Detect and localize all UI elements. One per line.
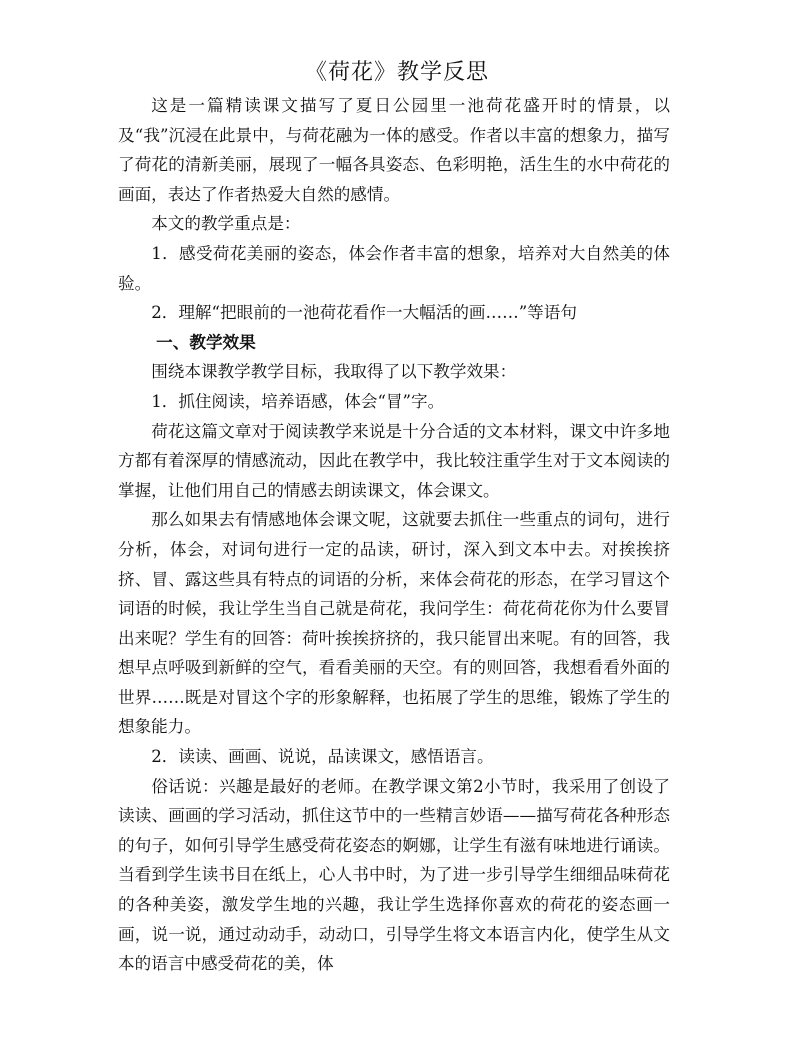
section-heading: 一、教学效果 — [156, 331, 256, 352]
paragraph: 1．感受荷花美丽的姿态，体会作者丰富的想象，培养对大自然美的体验。 — [118, 243, 670, 293]
paragraph: 荷花这篇文章对于阅读教学来说是十分合适的文本材料，课文中许多地方都有着深厚的情感流动，因此在教学中，我比较注重学生对于文本阅读的掌握，让他们用自己的情感去朗读课文，体会课文。 — [118, 421, 670, 500]
document-title: 《荷花》教学反思 — [304, 60, 489, 85]
paragraph: 这是一篇精读课文描写了夏日公园里一池荷花盛开时的情景，以及“我”沉浸在此景中，与荷花融为一体的感受。作者以丰富的想象力，描写了荷花的清新美丽，展现了一幅各具姿态、色彩明艳，活生生的水中荷花的画面，表达了作者热爱大自然的感情。 — [118, 96, 670, 204]
paragraph: 1．抓住阅读，培养语感，体会“冒”字。 — [151, 391, 445, 411]
paragraph: 俗话说：兴趣是最好的老师。在教学课文第2小节时，我采用了创设了读读、画画的学习活动，抓住这节中的一些精言妙语——描写荷花各种形态的句子，如何引导学生感受荷花姿态的婀娜，让学生有滋有味地进行诵读。当看到学生读书目在纸上，心人书中时，为了进一步引导学生细细品味荷花的各种美姿，激发学生地的兴趣，我让学生选择你喜欢的荷花的姿态画一画，说一说，通过动动手，动动口，引导学生将文本语言内化，使学生从文本的语言中感受荷花的美，体 — [118, 776, 670, 974]
paragraph: 2．理解“把眼前的一池荷花看作一大幅活的画……”等语句 — [151, 303, 577, 323]
document-body — [118, 91, 670, 979]
paragraph: 本文的教学重点是： — [151, 214, 301, 234]
paragraph: 2．读读、画画、说说，品读课文，感悟语言。 — [151, 747, 494, 767]
paragraph: 围绕本课教学教学目标，我取得了以下教学效果： — [151, 362, 517, 382]
paragraph: 那么如果去有情感地体会课文呢，这就要去抓住一些重点的词句，进行分析，体会，对词句进行一定的品读，研讨，深入到文本中去。对挨挨挤挤、冒、露这些具有特点的词语的分析，来体会荷花的形态，在学习冒这个词语的时候，我让学生当自己就是荷花，我问学生：荷花荷花你为什么要冒出来呢？学生有的回答：荷叶挨挨挤挤的，我只能冒出来呢。有的回答，我想早点呼吸到新鲜的空气，看看美丽的天空。有的则回答，我想看看外面的世界……既是对冒这个字的形象解释，也拓展了学生的思维，锻炼了学生的想象能力。 — [118, 510, 670, 737]
